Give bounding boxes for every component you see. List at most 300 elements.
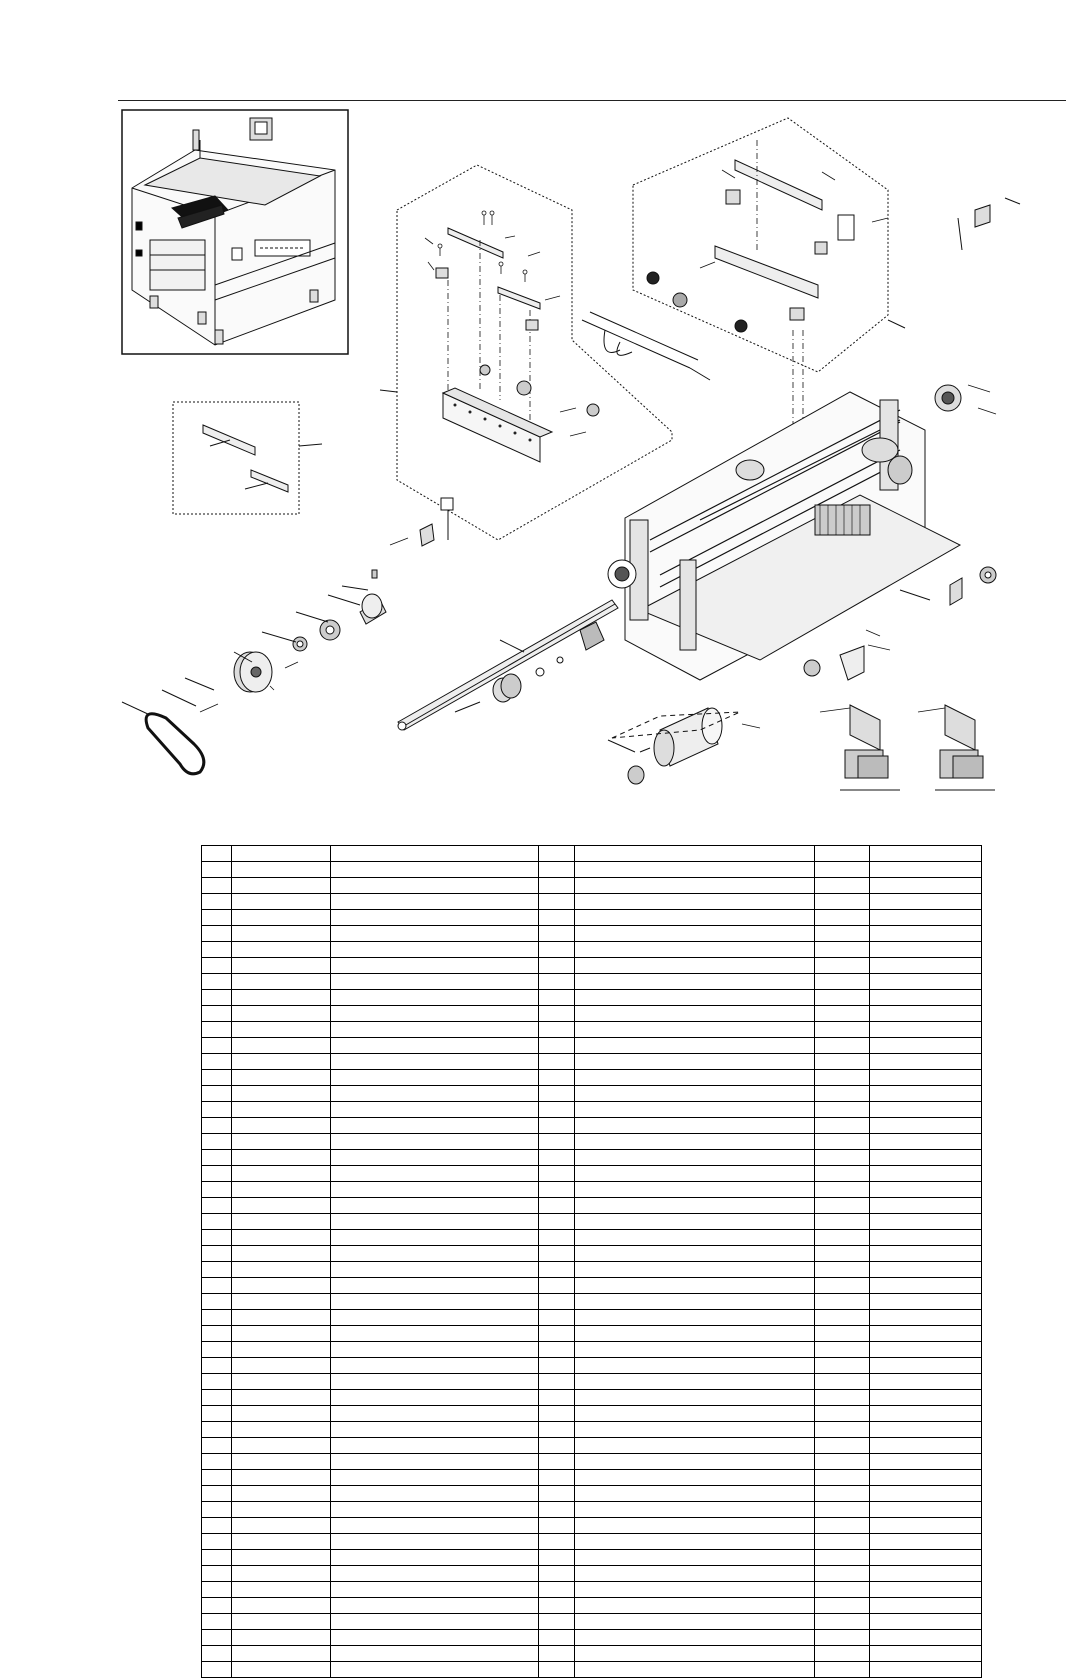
table-cell [539,1038,575,1054]
table-cell [575,1006,815,1022]
table-cell [815,1518,870,1534]
table-cell [232,1614,331,1630]
table-cell [232,1598,331,1614]
table-cell [539,1310,575,1326]
table-cell [202,1118,232,1134]
table-cell [815,1550,870,1566]
table-cell [870,926,982,942]
table-cell [815,1022,870,1038]
table-cell [232,1150,331,1166]
machine-overview-inset [122,110,348,354]
table-cell [870,1326,982,1342]
table-cell [331,1598,539,1614]
parts-list-table [201,845,982,1678]
table-cell [870,1134,982,1150]
table-cell [232,1534,331,1550]
table-cell [815,1118,870,1134]
table-cell [815,878,870,894]
table-cell [202,1422,232,1438]
table-cell [232,1006,331,1022]
table-cell [232,1486,331,1502]
lower-rail-subassembly [380,165,672,540]
table-cell [870,1182,982,1198]
col-header-part-number [232,846,331,862]
table-cell [815,1214,870,1230]
table-cell [575,862,815,878]
cable-guide [582,312,710,380]
table-cell [575,1310,815,1326]
table-row [202,1006,982,1022]
table-cell [575,1534,815,1550]
table-cell [202,1054,232,1070]
connector-pair-b [935,705,995,790]
table-cell [539,1582,575,1598]
table-cell [539,1422,575,1438]
tension-pulley-group [455,622,604,712]
col-header-description [331,846,539,862]
table-cell [870,1166,982,1182]
table-cell [815,1406,870,1422]
table-cell [815,894,870,910]
table-cell [815,1246,870,1262]
table-cell [575,1262,815,1278]
table-cell [202,1166,232,1182]
table-cell [202,1182,232,1198]
table-cell [815,1598,870,1614]
table-cell [815,1150,870,1166]
table-cell [575,1502,815,1518]
table-cell [815,990,870,1006]
table-cell [202,1038,232,1054]
table-cell [331,1166,539,1182]
table-cell [575,1278,815,1294]
table-cell [815,1422,870,1438]
table-cell [575,1550,815,1566]
table-cell [815,1342,870,1358]
table-cell [870,1534,982,1550]
table-cell [539,958,575,974]
table-cell [331,1534,539,1550]
table-cell [575,974,815,990]
table-cell [815,1630,870,1646]
table-row [202,878,982,894]
table-row [202,958,982,974]
table-row [202,1262,982,1278]
table-cell [202,1134,232,1150]
table-cell [202,1518,232,1534]
table-cell [575,1646,815,1662]
table-cell [331,1118,539,1134]
table-cell [539,1470,575,1486]
table-cell [815,1262,870,1278]
table-row [202,1390,982,1406]
table-row [202,1086,982,1102]
table-cell [575,1102,815,1118]
table-row [202,1550,982,1566]
table-cell [870,1310,982,1326]
table-cell [539,1022,575,1038]
table-cell [331,1406,539,1422]
table-cell [539,1182,575,1198]
table-cell [202,1086,232,1102]
table-cell [202,990,232,1006]
table-cell [232,1326,331,1342]
table-cell [232,1406,331,1422]
table-cell [870,1630,982,1646]
table-cell [539,1326,575,1342]
table-cell [539,1502,575,1518]
table-cell [575,942,815,958]
table-cell [331,1054,539,1070]
table-cell [575,1566,815,1582]
table-cell [232,1294,331,1310]
table-cell [815,1134,870,1150]
table-cell [331,1278,539,1294]
table-cell [815,1198,870,1214]
table-cell [815,910,870,926]
table-cell [539,1630,575,1646]
table-row [202,1134,982,1150]
table-cell [232,1086,331,1102]
table-cell [575,1294,815,1310]
table-cell [575,958,815,974]
table-cell [539,1614,575,1630]
table-cell [202,1390,232,1406]
table-row [202,1566,982,1582]
connector-pair-a [840,705,900,790]
table-cell [202,1022,232,1038]
table-cell [202,1534,232,1550]
table-row [202,1166,982,1182]
table-cell [232,1422,331,1438]
table-cell [232,910,331,926]
table-cell [575,1486,815,1502]
table-cell [870,1198,982,1214]
table-cell [232,1230,331,1246]
table-cell [870,1614,982,1630]
table-cell [870,1214,982,1230]
table-cell [232,1278,331,1294]
table-cell [815,942,870,958]
table-cell [202,1374,232,1390]
table-cell [202,1582,232,1598]
table-row [202,1646,982,1662]
table-cell [232,1630,331,1646]
table-cell [202,942,232,958]
table-cell [202,926,232,942]
table-cell [331,1470,539,1486]
table-cell [539,1230,575,1246]
table-cell [202,1662,232,1678]
table-cell [202,1454,232,1470]
table-cell [202,1246,232,1262]
table-cell [815,1438,870,1454]
table-cell [870,1550,982,1566]
table-cell [232,1454,331,1470]
table-cell [815,1102,870,1118]
table-row [202,1582,982,1598]
table-row [202,1246,982,1262]
table-cell [539,942,575,958]
table-cell [575,1454,815,1470]
table-cell [331,1390,539,1406]
table-cell [331,1374,539,1390]
table-cell [575,1182,815,1198]
table-row [202,1662,982,1678]
table-cell [202,1006,232,1022]
table-row [202,1518,982,1534]
table-row [202,1534,982,1550]
table-cell [202,1406,232,1422]
table-row [202,1278,982,1294]
table-cell [202,1646,232,1662]
table-cell [870,878,982,894]
table-row [202,1070,982,1086]
table-header-row [202,846,982,862]
table-cell [331,1358,539,1374]
table-row [202,1230,982,1246]
table-cell [331,1454,539,1470]
table-cell [202,1102,232,1118]
table-cell [815,1086,870,1102]
table-cell [575,1470,815,1486]
table-cell [232,1310,331,1326]
table-row [202,1038,982,1054]
col-header-remarks [870,846,982,862]
col-header-no [202,846,232,862]
table-cell [331,1630,539,1646]
table-cell [575,878,815,894]
table-cell [232,1470,331,1486]
table-cell [202,1438,232,1454]
table-cell [232,1518,331,1534]
table-cell [331,1198,539,1214]
table-cell [331,990,539,1006]
table-cell [870,1022,982,1038]
table-cell [870,1246,982,1262]
table-cell [575,1438,815,1454]
table-cell [575,1086,815,1102]
table-cell [870,942,982,958]
table-cell [539,1294,575,1310]
table-cell [539,1662,575,1678]
table-cell [815,1070,870,1086]
table-cell [575,926,815,942]
table-cell [575,1582,815,1598]
table-cell [539,1102,575,1118]
table-row [202,990,982,1006]
table-cell [539,1358,575,1374]
table-cell [202,1326,232,1342]
table-cell [870,910,982,926]
table-cell [202,1278,232,1294]
table-cell [575,1326,815,1342]
table-row [202,1022,982,1038]
table-cell [815,1662,870,1678]
table-cell [202,1230,232,1246]
table-cell [575,1358,815,1374]
table-cell [539,910,575,926]
table-row [202,1470,982,1486]
table-cell [870,1662,982,1678]
table-row [202,894,982,910]
table-row [202,1150,982,1166]
table-cell [331,1310,539,1326]
table-row [202,1198,982,1214]
table-cell [232,1646,331,1662]
table-cell [232,990,331,1006]
table-cell [232,1550,331,1566]
table-cell [815,1374,870,1390]
table-cell [870,1598,982,1614]
table-cell [331,878,539,894]
table-cell [232,1166,331,1182]
table-cell [331,926,539,942]
table-row [202,1598,982,1614]
parts-table-body [202,862,982,1678]
table-cell [331,1070,539,1086]
table-cell [331,894,539,910]
table-cell [575,1134,815,1150]
table-cell [575,1422,815,1438]
table-cell [232,1438,331,1454]
table-cell [870,1294,982,1310]
table-row [202,1118,982,1134]
table-cell [575,1246,815,1262]
table-row [202,1182,982,1198]
table-cell [331,1422,539,1438]
table-cell [202,974,232,990]
table-cell [202,878,232,894]
table-row [202,1422,982,1438]
table-cell [815,1614,870,1630]
table-cell [331,1438,539,1454]
table-cell [815,926,870,942]
table-cell [815,1454,870,1470]
table-cell [539,1550,575,1566]
table-cell [331,942,539,958]
table-cell [575,1118,815,1134]
table-cell [815,1294,870,1310]
table-cell [232,1502,331,1518]
table-cell [539,1054,575,1070]
table-cell [815,958,870,974]
table-cell [815,1278,870,1294]
table-cell [202,1550,232,1566]
table-cell [232,862,331,878]
table-row [202,1502,982,1518]
table-row [202,1310,982,1326]
table-cell [331,1246,539,1262]
table-cell [232,974,331,990]
table-cell [202,1566,232,1582]
table-cell [331,1566,539,1582]
table-cell [539,1278,575,1294]
table-row [202,1438,982,1454]
table-cell [232,1582,331,1598]
table-cell [539,1406,575,1422]
table-cell [815,1470,870,1486]
table-cell [870,1102,982,1118]
table-cell [331,910,539,926]
table-cell [331,1550,539,1566]
table-cell [232,942,331,958]
table-cell [870,1038,982,1054]
table-cell [232,1214,331,1230]
table-cell [232,958,331,974]
table-cell [575,1230,815,1246]
table-cell [232,926,331,942]
table-cell [331,1006,539,1022]
table-row [202,1614,982,1630]
table-cell [870,1486,982,1502]
table-cell [575,1374,815,1390]
table-cell [575,1022,815,1038]
table-cell [539,1646,575,1662]
table-cell [870,1006,982,1022]
table-cell [575,1662,815,1678]
table-cell [331,862,539,878]
table-cell [539,926,575,942]
table-cell [575,1406,815,1422]
sensor-bracket [958,198,1020,250]
table-cell [870,1358,982,1374]
table-cell [232,1054,331,1070]
table-row [202,1358,982,1374]
table-cell [815,1182,870,1198]
table-cell [539,1518,575,1534]
table-cell [870,894,982,910]
table-cell [870,1150,982,1166]
table-cell [870,990,982,1006]
table-cell [815,1054,870,1070]
exploded-parts-diagram [0,0,1078,820]
table-cell [331,1230,539,1246]
table-cell [539,1262,575,1278]
table-cell [331,974,539,990]
table-row [202,1342,982,1358]
table-cell [575,1598,815,1614]
table-cell [202,894,232,910]
table-cell [575,1070,815,1086]
table-cell [202,910,232,926]
table-row [202,1102,982,1118]
table-cell [575,1214,815,1230]
table-row [202,1326,982,1342]
table-cell [815,1310,870,1326]
col-header-spec [575,846,815,862]
table-cell [232,1246,331,1262]
main-frame [608,385,961,680]
table-cell [870,1502,982,1518]
table-cell [815,1566,870,1582]
table-cell [202,1470,232,1486]
table-row [202,942,982,958]
table-cell [202,1214,232,1230]
table-cell [575,990,815,1006]
table-cell [870,1086,982,1102]
table-cell [232,1342,331,1358]
table-cell [870,1582,982,1598]
table-cell [202,1310,232,1326]
table-cell [202,1294,232,1310]
table-cell [870,862,982,878]
table-cell [539,1118,575,1134]
table-cell [539,1566,575,1582]
table-cell [331,1614,539,1630]
table-cell [870,1262,982,1278]
table-cell [870,1342,982,1358]
